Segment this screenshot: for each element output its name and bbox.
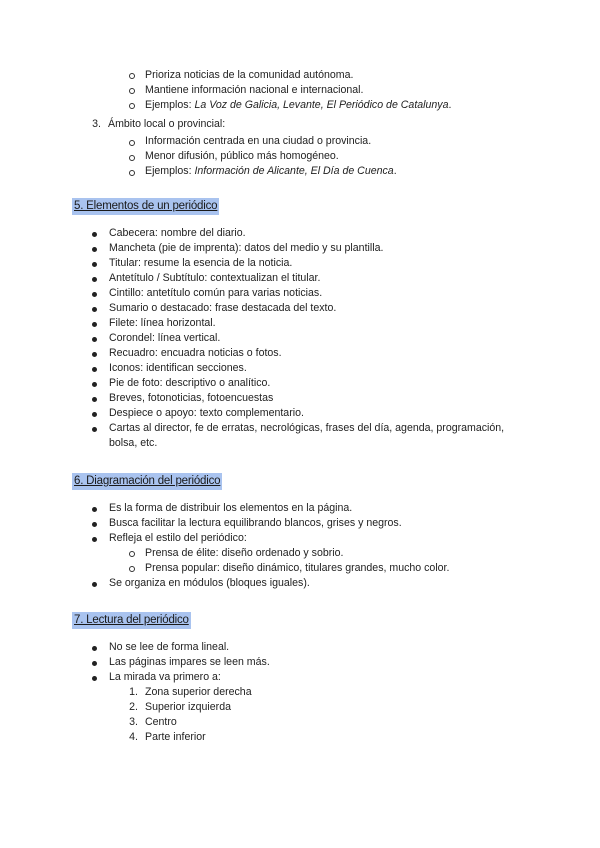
bullet-icon — [92, 582, 97, 587]
example-italic: Información de Alicante, El Día de Cuenca — [194, 165, 394, 177]
list-item: Corondel: línea vertical. — [109, 332, 221, 344]
list-item: Menor difusión, público más homogéneo. — [145, 150, 339, 162]
section-heading: 6. Diagramación del periódico — [72, 473, 222, 490]
list-item: Breves, fotonoticias, fotoencuestas — [109, 392, 274, 404]
list-item: Recuadro: encuadra noticias o fotos. — [109, 347, 282, 359]
list-item: Refleja el estilo del periódico: — [109, 532, 247, 544]
list-item: Antetítulo / Subtítulo: contextualizan el titular. — [109, 272, 321, 284]
circle-bullet-icon — [129, 551, 135, 557]
list-item: Prioriza noticias de la comunidad autónoma. — [145, 69, 354, 81]
bullet-icon — [92, 646, 97, 651]
list-item: Sumario o destacado: frase destacada del texto. — [109, 302, 337, 314]
list-item: Es la forma de distribuir los elementos en la página. — [109, 502, 353, 514]
list-item: La mirada va primero a: — [109, 671, 221, 683]
ordered-item: Superior izquierda — [145, 701, 231, 713]
bullet-icon — [92, 522, 97, 527]
example-italic: La Voz de Galicia, Levante, El Periódico de Catalunya — [194, 99, 449, 111]
list-item: Iconos: identifican secciones. — [109, 362, 247, 374]
example-end: . — [393, 165, 397, 177]
list-item: Se organiza en módulos (bloques iguales). — [109, 577, 310, 589]
bullet-icon — [92, 307, 97, 312]
list-item: Cartas al director, fe de erratas, necrológicas, frases del día, agenda, programación, — [109, 422, 505, 434]
ordered-item: Centro — [145, 716, 177, 728]
list-item-example — [145, 164, 397, 179]
bullet-icon — [92, 382, 97, 387]
circle-bullet-icon — [129, 155, 135, 161]
list-item: Filete: línea horizontal. — [109, 317, 216, 329]
bullet-icon — [92, 537, 97, 542]
list-item: Mancheta (pie de imprenta): datos del medio y su plantilla. — [109, 242, 384, 254]
list-item-continuation: bolsa, etc. — [109, 437, 158, 449]
list-item: Pie de foto: descriptivo o analítico. — [109, 377, 271, 389]
list-item: No se lee de forma lineal. — [109, 641, 230, 653]
list-item: Las páginas impares se leen más. — [109, 656, 270, 668]
list-number: 3. — [129, 716, 138, 728]
list-item-example — [145, 98, 451, 113]
list-item: Información centrada en una ciudad o provincia. — [145, 135, 372, 147]
list-number: 3. — [92, 118, 101, 130]
list-number: 1. — [129, 686, 138, 698]
bullet-icon — [92, 661, 97, 666]
bullet-icon — [92, 277, 97, 282]
list-item: Despiece o apoyo: texto complementario. — [109, 407, 304, 419]
circle-bullet-icon — [129, 140, 135, 146]
bullet-icon — [92, 507, 97, 512]
list-item: Cabecera: nombre del diario. — [109, 227, 246, 239]
bullet-icon — [92, 352, 97, 357]
section-heading: 7. Lectura del periódico — [72, 612, 191, 629]
list-item: Busca facilitar la lectura equilibrando blancos, grises y negros. — [109, 517, 402, 529]
bullet-icon — [92, 247, 97, 252]
ordered-item: Zona superior derecha — [145, 686, 252, 698]
bullet-icon — [92, 676, 97, 681]
circle-bullet-icon — [129, 566, 135, 572]
circle-bullet-icon — [129, 170, 135, 176]
bullet-icon — [92, 412, 97, 417]
bullet-icon — [92, 322, 97, 327]
bullet-icon — [92, 262, 97, 267]
ordered-item: Parte inferior — [145, 731, 206, 743]
list-number: 4. — [129, 731, 138, 743]
circle-bullet-icon — [129, 73, 135, 79]
bullet-icon — [92, 292, 97, 297]
list-item: Cintillo: antetítulo común para varias noticias. — [109, 287, 323, 299]
example-label: Ejemplos: — [145, 165, 195, 177]
example-label: Ejemplos: — [145, 99, 195, 111]
section-heading: 5. Elementos de un periódico — [72, 198, 219, 215]
list-item: Prensa popular: diseño dinámico, titulares grandes, mucho color. — [145, 562, 450, 574]
bullet-icon — [92, 232, 97, 237]
bullet-icon — [92, 367, 97, 372]
circle-bullet-icon — [129, 103, 135, 109]
list-item: Titular: resume la esencia de la noticia. — [109, 257, 293, 269]
list-item: Prensa de élite: diseño ordenado y sobrio. — [145, 547, 344, 559]
list-item: Mantiene información nacional e internacional. — [145, 84, 364, 96]
circle-bullet-icon — [129, 88, 135, 94]
example-end: . — [448, 99, 452, 111]
bullet-icon — [92, 337, 97, 342]
bullet-icon — [92, 427, 97, 432]
list-item: Ámbito local o provincial: — [108, 118, 226, 130]
list-number: 2. — [129, 701, 138, 713]
bullet-icon — [92, 397, 97, 402]
